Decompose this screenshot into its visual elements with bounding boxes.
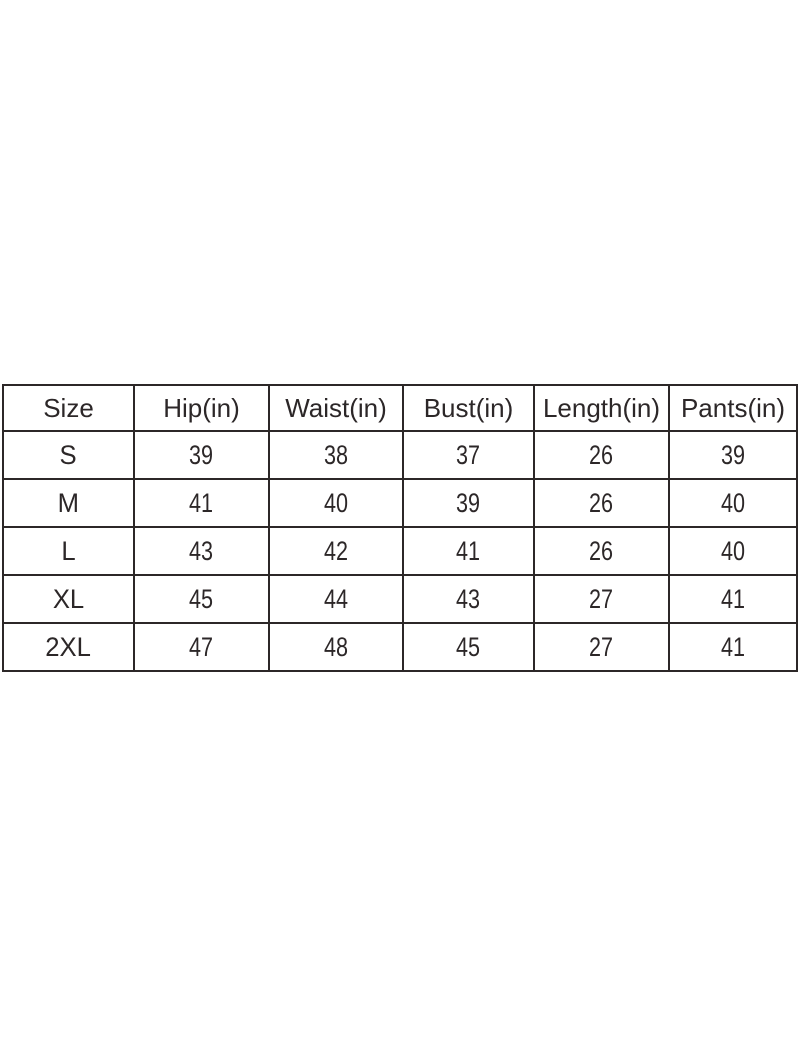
column-header-length: Length(in) (534, 385, 669, 431)
hip-value (134, 527, 269, 575)
cell-value: 27 (589, 583, 614, 614)
cell-value: 40 (323, 487, 349, 518)
column-header-size: Size (3, 385, 134, 431)
table-row-l (3, 527, 797, 575)
cell-value: 39 (456, 487, 481, 518)
pants-value (669, 623, 797, 671)
table-row-2xl (3, 623, 797, 671)
length-value (534, 527, 669, 575)
size-value: XL (52, 583, 85, 614)
pants-value (669, 527, 797, 575)
cell-value: 26 (589, 439, 614, 470)
length-value (534, 479, 669, 527)
size-value: M (57, 487, 80, 518)
waist-value (269, 527, 403, 575)
cell-value: 45 (189, 583, 214, 614)
size-chart (2, 384, 798, 672)
cell-value: 39 (189, 439, 214, 470)
size-value: 2XL (45, 631, 92, 662)
cell-value: 43 (456, 583, 481, 614)
size-label (3, 527, 134, 575)
size-chart-table (2, 384, 796, 672)
pants-value (669, 479, 797, 527)
cell-value: 40 (720, 487, 746, 518)
cell-value: 43 (189, 535, 214, 566)
cell-value: 26 (589, 535, 614, 566)
cell-value: 48 (323, 631, 349, 662)
bust-value (403, 575, 534, 623)
size-label (3, 431, 134, 479)
cell-value: 47 (189, 631, 214, 662)
pants-value (669, 575, 797, 623)
waist-value (269, 575, 403, 623)
header-row (3, 385, 797, 431)
cell-value: 42 (323, 535, 349, 566)
cell-value: 37 (456, 439, 481, 470)
cell-value: 41 (189, 487, 214, 518)
cell-value: 26 (589, 487, 614, 518)
cell-value: 38 (323, 439, 349, 470)
pants-value (669, 431, 797, 479)
column-header-hip: Hip(in) (134, 385, 269, 431)
cell-value: 45 (456, 631, 481, 662)
size-label (3, 479, 134, 527)
length-value (534, 623, 669, 671)
size-label (3, 623, 134, 671)
cell-value: 41 (456, 535, 481, 566)
table-row-s (3, 431, 797, 479)
cell-value: 41 (720, 631, 746, 662)
cell-value: 44 (323, 583, 349, 614)
column-header-waist: Waist(in) (269, 385, 403, 431)
bust-value (403, 431, 534, 479)
length-value (534, 431, 669, 479)
bust-value (403, 623, 534, 671)
waist-value (269, 431, 403, 479)
size-value: S (59, 439, 78, 470)
column-header-pants: Pants(in) (669, 385, 797, 431)
hip-value (134, 575, 269, 623)
waist-value (269, 623, 403, 671)
hip-value (134, 431, 269, 479)
length-value (534, 575, 669, 623)
hip-value (134, 623, 269, 671)
waist-value (269, 479, 403, 527)
cell-value: 27 (589, 631, 614, 662)
column-header-bust: Bust(in) (403, 385, 534, 431)
cell-value: 40 (720, 535, 746, 566)
table-row-xl (3, 575, 797, 623)
table-row-m (3, 479, 797, 527)
size-label (3, 575, 134, 623)
hip-value (134, 479, 269, 527)
cell-value: 39 (720, 439, 746, 470)
size-value: L (61, 535, 76, 566)
bust-value (403, 479, 534, 527)
cell-value: 41 (720, 583, 746, 614)
bust-value (403, 527, 534, 575)
